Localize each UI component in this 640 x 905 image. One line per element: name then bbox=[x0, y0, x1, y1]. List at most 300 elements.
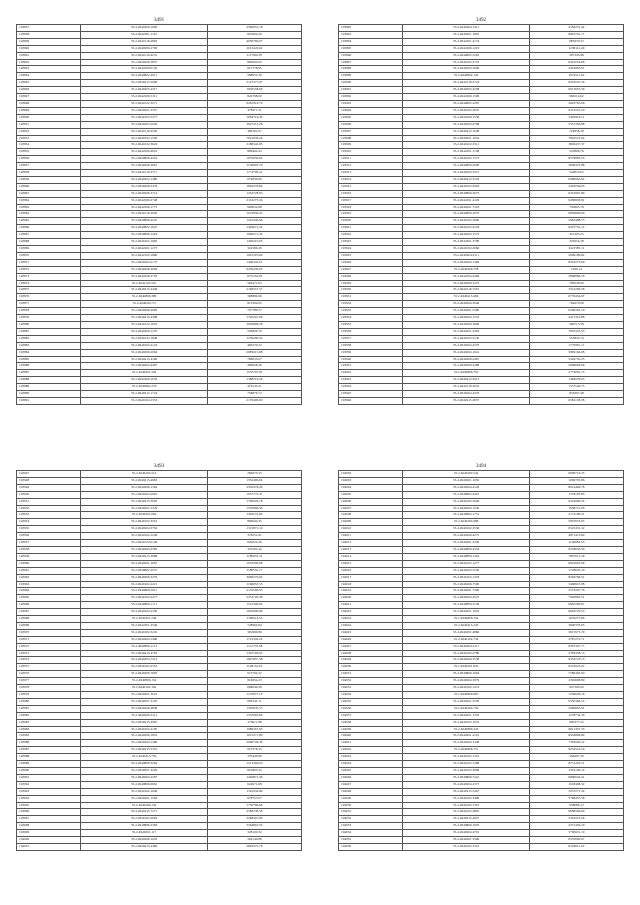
table-row bbox=[339, 391, 624, 398]
row-id-cell: 193975 bbox=[17, 664, 81, 671]
page-number: 3491 bbox=[153, 17, 165, 23]
table-row bbox=[17, 471, 302, 478]
amount-cell: 683679.23 bbox=[529, 38, 623, 45]
row-id-cell: 193930 bbox=[339, 287, 403, 294]
table-row bbox=[339, 308, 624, 315]
amount-cell: 1712342.22 bbox=[207, 636, 301, 643]
table-row bbox=[17, 391, 302, 398]
code-cell: 35.2.4940802.142 bbox=[403, 73, 530, 80]
table-row bbox=[17, 156, 302, 163]
amount-cell: 5683488.73 bbox=[529, 218, 623, 225]
amount-cell: 674830.96 bbox=[207, 176, 301, 183]
amount-cell: 3312209.36 bbox=[529, 287, 623, 294]
row-id-cell: 194031 bbox=[339, 671, 403, 678]
row-id-cell: 193868 bbox=[17, 239, 81, 246]
code-cell: 35.2.4940204.4579 bbox=[403, 342, 530, 349]
row-id-cell: 193916 bbox=[339, 190, 403, 197]
table-row bbox=[339, 698, 624, 705]
table-row bbox=[339, 239, 624, 246]
table-row bbox=[339, 802, 624, 809]
amount-cell: 9960644.41 bbox=[529, 774, 623, 781]
row-id-cell: 194038 bbox=[339, 719, 403, 726]
amount-cell: 1795201.06 bbox=[207, 315, 301, 322]
code-cell: 35.2.4940102.3501 bbox=[81, 519, 208, 526]
amount-cell: 594471.63 bbox=[207, 280, 301, 287]
amount-cell: 915778.85 bbox=[207, 66, 301, 73]
table-row bbox=[339, 754, 624, 761]
amount-cell: 1370666.59 bbox=[207, 505, 301, 512]
code-cell: 35.2.4940102.2066 bbox=[403, 246, 530, 253]
row-id-cell: 193982 bbox=[17, 712, 81, 719]
amount-cell: 2090726.36 bbox=[207, 740, 301, 747]
code-cell: 35.2.4940802.276 bbox=[81, 384, 208, 391]
amount-cell: 1080457.65 bbox=[207, 726, 301, 733]
table-row bbox=[17, 384, 302, 391]
row-id-cell: 193876 bbox=[17, 294, 81, 301]
table-row bbox=[17, 830, 302, 837]
table-row bbox=[339, 156, 624, 163]
table-row bbox=[339, 246, 624, 253]
amount-cell: 3405816.11 bbox=[529, 114, 623, 121]
amount-cell: 5303216.56 bbox=[529, 816, 623, 823]
row-id-cell: 193902 bbox=[339, 94, 403, 101]
row-id-cell: 194042 bbox=[339, 747, 403, 754]
table-row bbox=[339, 52, 624, 59]
page-number: 3494 bbox=[475, 463, 487, 469]
code-cell: 35.2.4940415.750 bbox=[81, 754, 208, 761]
row-id-cell: 193853 bbox=[17, 135, 81, 142]
row-id-cell: 193880 bbox=[17, 321, 81, 328]
code-cell: 35.2.4940201.1867 bbox=[403, 31, 530, 38]
row-id-cell: 193961 bbox=[17, 567, 81, 574]
row-id-cell: 193845 bbox=[17, 80, 81, 87]
amount-cell: 460279.32 bbox=[207, 342, 301, 349]
amount-cell: 5899164.68 bbox=[529, 349, 623, 356]
amount-cell: 698040.28 bbox=[207, 685, 301, 692]
row-id-cell: 193866 bbox=[17, 225, 81, 232]
amount-cell: 1006.14 bbox=[529, 266, 623, 273]
code-cell: 35.2.4940201.7318 bbox=[403, 204, 530, 211]
row-id-cell: 193837 bbox=[17, 25, 81, 32]
code-cell: 35.2.4940206.1255 bbox=[81, 328, 208, 335]
row-id-cell: 194004 bbox=[339, 484, 403, 491]
amount-cell: 896644.45 bbox=[207, 519, 301, 526]
amount-cell: 724858.28 bbox=[529, 128, 623, 135]
code-cell: 35.2.4940415.1048 bbox=[403, 128, 530, 135]
table-row bbox=[17, 342, 302, 349]
row-id-cell: 193857 bbox=[17, 163, 81, 170]
row-id-cell: 193846 bbox=[17, 87, 81, 94]
amount-cell: 1015271.80 bbox=[207, 733, 301, 740]
row-id-cell: 193863 bbox=[17, 204, 81, 211]
row-id-cell: 193864 bbox=[17, 211, 81, 218]
table-row bbox=[17, 259, 302, 266]
row-id-cell: 193843 bbox=[17, 66, 81, 73]
table-row bbox=[17, 774, 302, 781]
table-row bbox=[17, 567, 302, 574]
amount-cell: 5344750.25 bbox=[529, 356, 623, 363]
row-id-cell: 193940 bbox=[339, 356, 403, 363]
table-row bbox=[339, 809, 624, 816]
amount-cell: 1076390.08 bbox=[207, 560, 301, 567]
amount-cell: 2868866.16 bbox=[529, 273, 623, 280]
code-cell: 35.2.4940802.1625 bbox=[81, 225, 208, 232]
row-id-cell: 193993 bbox=[17, 788, 81, 795]
code-cell: 35.2.4940204.1575 bbox=[403, 232, 530, 239]
row-id-cell: 194013 bbox=[339, 546, 403, 553]
row-id-cell: 194053 bbox=[339, 823, 403, 830]
amount-cell: 6236439.05 bbox=[207, 266, 301, 273]
code-cell: 35.2.4940206.3094 bbox=[81, 266, 208, 273]
row-id-cell: 193976 bbox=[17, 671, 81, 678]
amount-cell: 1676275.66 bbox=[529, 616, 623, 623]
amount-cell: 1201444.96 bbox=[207, 218, 301, 225]
row-id-cell: 193931 bbox=[339, 294, 403, 301]
amount-cell: 9330366.14 bbox=[529, 698, 623, 705]
code-cell: 35.2.4942201.4174 bbox=[403, 38, 530, 45]
amount-cell: 6934896.69 bbox=[529, 733, 623, 740]
row-id-cell: 193921 bbox=[339, 225, 403, 232]
table-row bbox=[339, 128, 624, 135]
table-row bbox=[339, 294, 624, 301]
row-id-cell: 193970 bbox=[17, 629, 81, 636]
row-id-cell: 193920 bbox=[339, 218, 403, 225]
row-id-cell: 193966 bbox=[17, 602, 81, 609]
amount-cell: 1535797.81 bbox=[207, 370, 301, 377]
code-cell: 35.2.4940206.2004 bbox=[81, 349, 208, 356]
page-3493 bbox=[16, 462, 302, 851]
code-cell: 35.2.4940204.3382 bbox=[81, 546, 208, 553]
amount-cell: 9518656.30 bbox=[529, 546, 623, 553]
row-id-cell: 193884 bbox=[17, 349, 81, 356]
code-cell: 35.2.4941016.2722 bbox=[403, 80, 530, 87]
code-cell: 35.2.4942201.2549 bbox=[81, 622, 208, 629]
amount-cell: 4371459.19 bbox=[529, 823, 623, 830]
code-cell: 35.2.4941016.3717 bbox=[81, 170, 208, 177]
row-id-cell: 194021 bbox=[339, 602, 403, 609]
row-id-cell: 193899 bbox=[339, 73, 403, 80]
row-id-cell: 193898 bbox=[339, 66, 403, 73]
row-id-cell: 193942 bbox=[339, 370, 403, 377]
table-row bbox=[17, 767, 302, 774]
row-id-cell: 194035 bbox=[339, 698, 403, 705]
table-row bbox=[17, 512, 302, 519]
code-cell: 35.2.4940203.1480 bbox=[81, 176, 208, 183]
amount-cell: 6201891.89 bbox=[529, 190, 623, 197]
amount-cell: 1774706.21 bbox=[207, 170, 301, 177]
code-cell: 35.2.4940806.389 bbox=[81, 294, 208, 301]
data-table bbox=[338, 24, 624, 405]
amount-cell: 1213394.05 bbox=[207, 761, 301, 768]
amount-cell: 6582138.38 bbox=[529, 397, 623, 404]
row-id-cell: 193851 bbox=[17, 121, 81, 128]
amount-cell: 7021636.24 bbox=[207, 135, 301, 142]
amount-cell: 4871413.60 bbox=[529, 533, 623, 540]
table-row bbox=[17, 25, 302, 32]
table-row bbox=[339, 38, 624, 45]
code-cell: 35.2.4940206.1600 bbox=[81, 25, 208, 32]
row-id-cell: 193914 bbox=[339, 176, 403, 183]
code-cell: 35.2.4940102.734 bbox=[403, 636, 530, 643]
amount-cell: 938086.12 bbox=[529, 802, 623, 809]
code-cell: 35.2.4942206.1775 bbox=[81, 204, 208, 211]
code-cell: 35.2.4940806.7441 bbox=[403, 774, 530, 781]
row-id-cell: 193888 bbox=[17, 377, 81, 384]
table-row bbox=[339, 491, 624, 498]
amount-cell: 801604.20 bbox=[207, 31, 301, 38]
code-cell: 35.2.4940206.3276 bbox=[81, 574, 208, 581]
table-row bbox=[17, 505, 302, 512]
amount-cell: 815292.65 bbox=[207, 301, 301, 308]
table-row bbox=[17, 163, 302, 170]
table-row bbox=[17, 204, 302, 211]
amount-cell: 1395645.15 bbox=[207, 705, 301, 712]
code-cell: 35.2.4940203.3066 bbox=[403, 66, 530, 73]
amount-cell: 5768455.58 bbox=[529, 795, 623, 802]
table-row bbox=[339, 726, 624, 733]
row-id-cell: 194040 bbox=[339, 733, 403, 740]
code-cell: 35.2.4940204.7413 bbox=[81, 657, 208, 664]
amount-cell: 896462.45 bbox=[207, 149, 301, 156]
row-id-cell: 193956 bbox=[17, 533, 81, 540]
row-id-cell: 194049 bbox=[339, 795, 403, 802]
table-row bbox=[17, 246, 302, 253]
amount-cell: 750865.78 bbox=[529, 204, 623, 211]
code-cell: 35.2.4940802.2287 bbox=[403, 100, 530, 107]
row-id-cell: 193889 bbox=[17, 384, 81, 391]
row-id-cell: 193981 bbox=[17, 705, 81, 712]
table-row bbox=[339, 795, 624, 802]
code-cell: 35.2.4942206.1596 bbox=[403, 94, 530, 101]
code-cell: 35.2.4940206.1852 bbox=[81, 733, 208, 740]
row-id-cell: 193988 bbox=[17, 754, 81, 761]
code-cell: 35.2.4940203.2026 bbox=[81, 121, 208, 128]
amount-cell: 1892478.84 bbox=[207, 183, 301, 190]
amount-cell: 386161.07 bbox=[207, 128, 301, 135]
amount-cell: 900377.22 bbox=[529, 719, 623, 726]
amount-cell: 524819.02 bbox=[529, 170, 623, 177]
amount-cell: 9280803.81 bbox=[529, 197, 623, 204]
table-row bbox=[339, 567, 624, 574]
row-id-cell: 193980 bbox=[17, 698, 81, 705]
table-row bbox=[339, 602, 624, 609]
table-row bbox=[17, 176, 302, 183]
amount-cell: 7580465.00 bbox=[529, 671, 623, 678]
row-id-cell: 193867 bbox=[17, 232, 81, 239]
amount-cell: 3237271.34 bbox=[529, 788, 623, 795]
code-cell: 35.2.4940415.245 bbox=[403, 622, 530, 629]
row-id-cell: 193944 bbox=[339, 384, 403, 391]
code-cell: 35.2.4940102.2195 bbox=[81, 726, 208, 733]
table-row bbox=[339, 273, 624, 280]
code-cell: 35.2.4940806.6961 bbox=[81, 781, 208, 788]
table-row bbox=[339, 629, 624, 636]
amount-cell: 2186542.83 bbox=[207, 142, 301, 149]
table-row bbox=[339, 830, 624, 837]
row-id-cell: 194001 bbox=[17, 843, 81, 850]
table-row bbox=[17, 540, 302, 547]
table-row bbox=[339, 94, 624, 101]
amount-cell: 6291047.56 bbox=[529, 80, 623, 87]
row-id-cell: 194011 bbox=[339, 533, 403, 540]
row-id-cell: 194015 bbox=[339, 560, 403, 567]
amount-cell: 1484976.05 bbox=[529, 377, 623, 384]
code-cell: 35.2.4940102.1246 bbox=[81, 533, 208, 540]
code-cell: 35.2.4940201.1504 bbox=[81, 795, 208, 802]
row-id-cell: 193842 bbox=[17, 59, 81, 66]
amount-cell: 6253923.22 bbox=[529, 664, 623, 671]
code-cell: 35.2.4940415.5467 bbox=[403, 788, 530, 795]
row-id-cell: 193858 bbox=[17, 170, 81, 177]
table-row bbox=[17, 546, 302, 553]
table-row bbox=[339, 588, 624, 595]
table-row bbox=[17, 328, 302, 335]
table-row bbox=[339, 170, 624, 177]
amount-cell: 1946571.32 bbox=[207, 232, 301, 239]
amount-cell: 1117816.87 bbox=[207, 52, 301, 59]
row-id-cell: 193877 bbox=[17, 301, 81, 308]
table-row bbox=[339, 643, 624, 650]
row-id-cell: 194020 bbox=[339, 595, 403, 602]
table-row bbox=[17, 477, 302, 484]
code-cell: 35.2.4940206.5857 bbox=[81, 59, 208, 66]
amount-cell: 8370600.97 bbox=[529, 837, 623, 844]
table-row bbox=[339, 142, 624, 149]
row-id-cell: 193977 bbox=[17, 678, 81, 685]
amount-cell: 1188532.77 bbox=[207, 567, 301, 574]
amount-cell: 3452190.14 bbox=[529, 767, 623, 774]
row-id-cell: 194009 bbox=[339, 519, 403, 526]
table-row bbox=[339, 252, 624, 259]
table-row bbox=[339, 87, 624, 94]
row-id-cell: 194047 bbox=[339, 781, 403, 788]
amount-cell: 1950558.60 bbox=[207, 87, 301, 94]
table-row bbox=[17, 94, 302, 101]
row-id-cell: 193919 bbox=[339, 211, 403, 218]
code-cell: 35.2.4940415.3095 bbox=[81, 498, 208, 505]
table-row bbox=[17, 526, 302, 533]
amount-cell: 4471319.88 bbox=[529, 315, 623, 322]
table-row bbox=[339, 747, 624, 754]
code-cell: 35.2.4941016.2920 bbox=[81, 211, 208, 218]
row-id-cell: 194033 bbox=[339, 685, 403, 692]
code-cell: 35.2.4940204.4701 bbox=[403, 830, 530, 837]
code-cell: 35.2.4940102.1318 bbox=[403, 574, 530, 581]
row-id-cell: 194048 bbox=[339, 788, 403, 795]
code-cell: 35.2.4940102.1398 bbox=[403, 761, 530, 768]
code-cell: 35.2.4940206.7500 bbox=[403, 581, 530, 588]
row-id-cell: 193959 bbox=[17, 553, 81, 560]
row-id-cell: 193869 bbox=[17, 246, 81, 253]
row-id-cell: 193901 bbox=[339, 87, 403, 94]
table-row bbox=[17, 128, 302, 135]
table-row bbox=[339, 553, 624, 560]
amount-cell: 2174180.21 bbox=[529, 512, 623, 519]
row-id-cell: 193922 bbox=[339, 232, 403, 239]
amount-cell: 8346766.51 bbox=[529, 574, 623, 581]
table-row bbox=[339, 574, 624, 581]
table-row bbox=[339, 471, 624, 478]
table-row bbox=[17, 335, 302, 342]
code-cell: 35.2.4940802.3017 bbox=[81, 73, 208, 80]
row-id-cell: 193990 bbox=[17, 767, 81, 774]
code-cell: 35.2.4940415.3103 bbox=[403, 176, 530, 183]
table-row bbox=[17, 370, 302, 377]
amount-cell: 1645099.96 bbox=[207, 609, 301, 616]
table-row bbox=[339, 512, 624, 519]
code-cell: 35.2.4940203.3315 bbox=[403, 170, 530, 177]
amount-cell: 3666270.64 bbox=[207, 574, 301, 581]
code-cell: 35.2.4940415.2013 bbox=[403, 377, 530, 384]
table-row bbox=[339, 259, 624, 266]
table-row bbox=[339, 685, 624, 692]
row-id-cell: 193932 bbox=[339, 301, 403, 308]
amount-cell: 1537549.75 bbox=[529, 384, 623, 391]
amount-cell: 2155506.93 bbox=[207, 588, 301, 595]
row-id-cell: 194026 bbox=[339, 636, 403, 643]
row-id-cell: 193973 bbox=[17, 650, 81, 657]
row-id-cell: 193856 bbox=[17, 156, 81, 163]
amount-cell: 1166653.55 bbox=[207, 581, 301, 588]
table-row bbox=[17, 602, 302, 609]
code-cell: 35.2.4942201.1748 bbox=[403, 149, 530, 156]
table-row bbox=[339, 176, 624, 183]
row-id-cell: 193933 bbox=[339, 308, 403, 315]
row-id-cell: 193870 bbox=[17, 252, 81, 259]
code-cell: 35.2.4940806.154 bbox=[81, 678, 208, 685]
code-cell: 35.2.4940102.3069 bbox=[403, 767, 530, 774]
code-cell: 35.2.4940204.2511 bbox=[403, 252, 530, 259]
code-cell: 35.2.4940415.2398 bbox=[81, 315, 208, 322]
code-cell: 35.2.4940806.1903 bbox=[403, 823, 530, 830]
code-cell: 35.2.4940204.3046 bbox=[403, 301, 530, 308]
table-row bbox=[339, 225, 624, 232]
amount-cell: 1404871.26 bbox=[207, 774, 301, 781]
code-cell: 35.2.4940102.1665 bbox=[81, 239, 208, 246]
table-row bbox=[339, 650, 624, 657]
row-id-cell: 193894 bbox=[339, 38, 403, 45]
amount-cell: 1325704.65 bbox=[207, 650, 301, 657]
code-cell: 35.2.4940415.4160 bbox=[81, 356, 208, 363]
row-id-cell: 193987 bbox=[17, 747, 81, 754]
amount-cell: 624071.68 bbox=[207, 781, 301, 788]
code-cell: 35.2.4942206.4016 bbox=[81, 149, 208, 156]
code-cell: 35.2.4940204.1460 bbox=[81, 636, 208, 643]
amount-cell: 1278734.19 bbox=[529, 712, 623, 719]
row-id-cell: 193910 bbox=[339, 149, 403, 156]
table-row bbox=[17, 149, 302, 156]
code-cell: 35.2.4942206.1536 bbox=[403, 114, 530, 121]
code-cell: 35.2.4940201.4101 bbox=[403, 733, 530, 740]
amount-cell: 2353720.38 bbox=[207, 595, 301, 602]
table-row bbox=[17, 802, 302, 809]
row-id-cell: 193887 bbox=[17, 370, 81, 377]
row-id-cell: 193907 bbox=[339, 128, 403, 135]
table-row bbox=[339, 121, 624, 128]
code-cell: 35.2.4940806.2247 bbox=[81, 218, 208, 225]
row-id-cell: 193838 bbox=[17, 31, 81, 38]
table-row bbox=[339, 657, 624, 664]
row-id-cell: 193881 bbox=[17, 328, 81, 335]
amount-cell: 2802472.79 bbox=[207, 843, 301, 850]
table-row bbox=[339, 595, 624, 602]
table-row bbox=[17, 52, 302, 59]
table-row bbox=[17, 678, 302, 685]
amount-cell: 704670.08 bbox=[529, 301, 623, 308]
code-cell: 35.2.4940806.5611 bbox=[81, 588, 208, 595]
row-id-cell: 193904 bbox=[339, 107, 403, 114]
table-row bbox=[17, 87, 302, 94]
